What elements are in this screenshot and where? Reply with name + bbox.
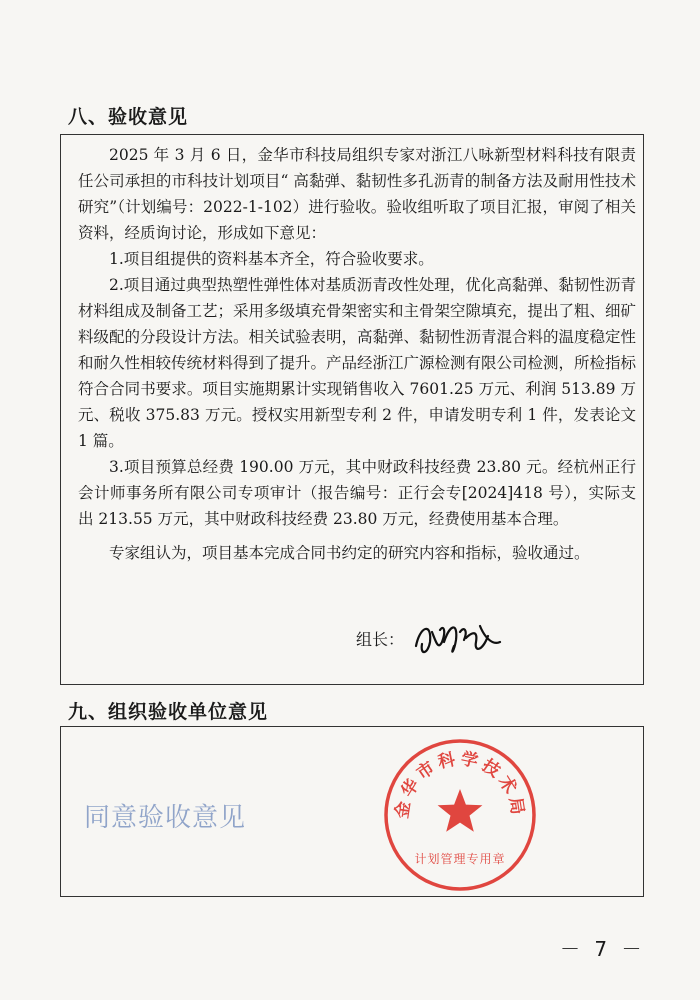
paragraph-intro: 2025 年 3 月 6 日，金华市科技局组织专家对浙江八咏新型材料科技有限责任公司承担的市科技计划项目“ 高黏弹、黏韧性多孔沥青的制备方法及耐用性技术研究”（计划编号：2022-1-102）进行验收。验收组听取了项目汇报，审阅了相关资料，经质询讨论，形成如下意见： <box>78 146 636 242</box>
section-title-acceptance-opinion: 八、验收意见 <box>68 106 189 128</box>
seal-star-icon <box>438 789 483 832</box>
group-leader-signature-line <box>356 612 506 664</box>
section-title-organizer-opinion: 九、组织验收单位意见 <box>68 701 269 723</box>
agree-opinion-stamp: 同意验收意见 <box>84 803 247 833</box>
official-seal <box>380 735 540 895</box>
group-leader-label: 组长： <box>356 629 405 649</box>
acceptance-opinion-text <box>78 142 636 566</box>
handwritten-signature <box>410 612 506 664</box>
paragraph-item-3: 3.项目预算总经费 190.00 万元，其中财政科技经费 23.80 元。经杭州正行会计师事务所有限公司专项审计（报告编号：正行会专[2024]418 号），实际支出 213.55 万元，其中财政科技经费 23.80 万元，经费使用基本合理。 <box>78 458 636 528</box>
page-number: － 7 － <box>560 937 646 961</box>
paragraph-item-1: 1.项目组提供的资料基本齐全，符合验收要求。 <box>109 250 434 268</box>
seal-org-text: 金华市科学技术局 <box>392 748 528 820</box>
paragraph-item-2: 2.项目通过典型热塑性弹性体对基质沥青改性处理，优化高黏弹、黏韧性沥青材料组成及制备工艺；采用多级填充骨架密实和主骨架空隙填充，提出了粗、细矿料级配的分段设计方法。相关试验表明，高黏弹、黏韧性沥青混合料的温度稳定性和耐久性相较传统材料得到了提升。产品经浙江广源检测有限公司检测，所检指标符合合同书要求。项目实施期累计实现销售收入 7601.25 万元、利润 513.89 万元、税收 375.83 万元。授权实用新型专利 2 件，申请发明专利 1 件，发表论文 1 篇。 <box>78 276 637 450</box>
seal-dept-text: 计划管理专用章 <box>414 852 506 866</box>
paragraph-conclusion: 专家组认为，项目基本完成合同书约定的研究内容和指标，验收通过。 <box>109 544 590 562</box>
